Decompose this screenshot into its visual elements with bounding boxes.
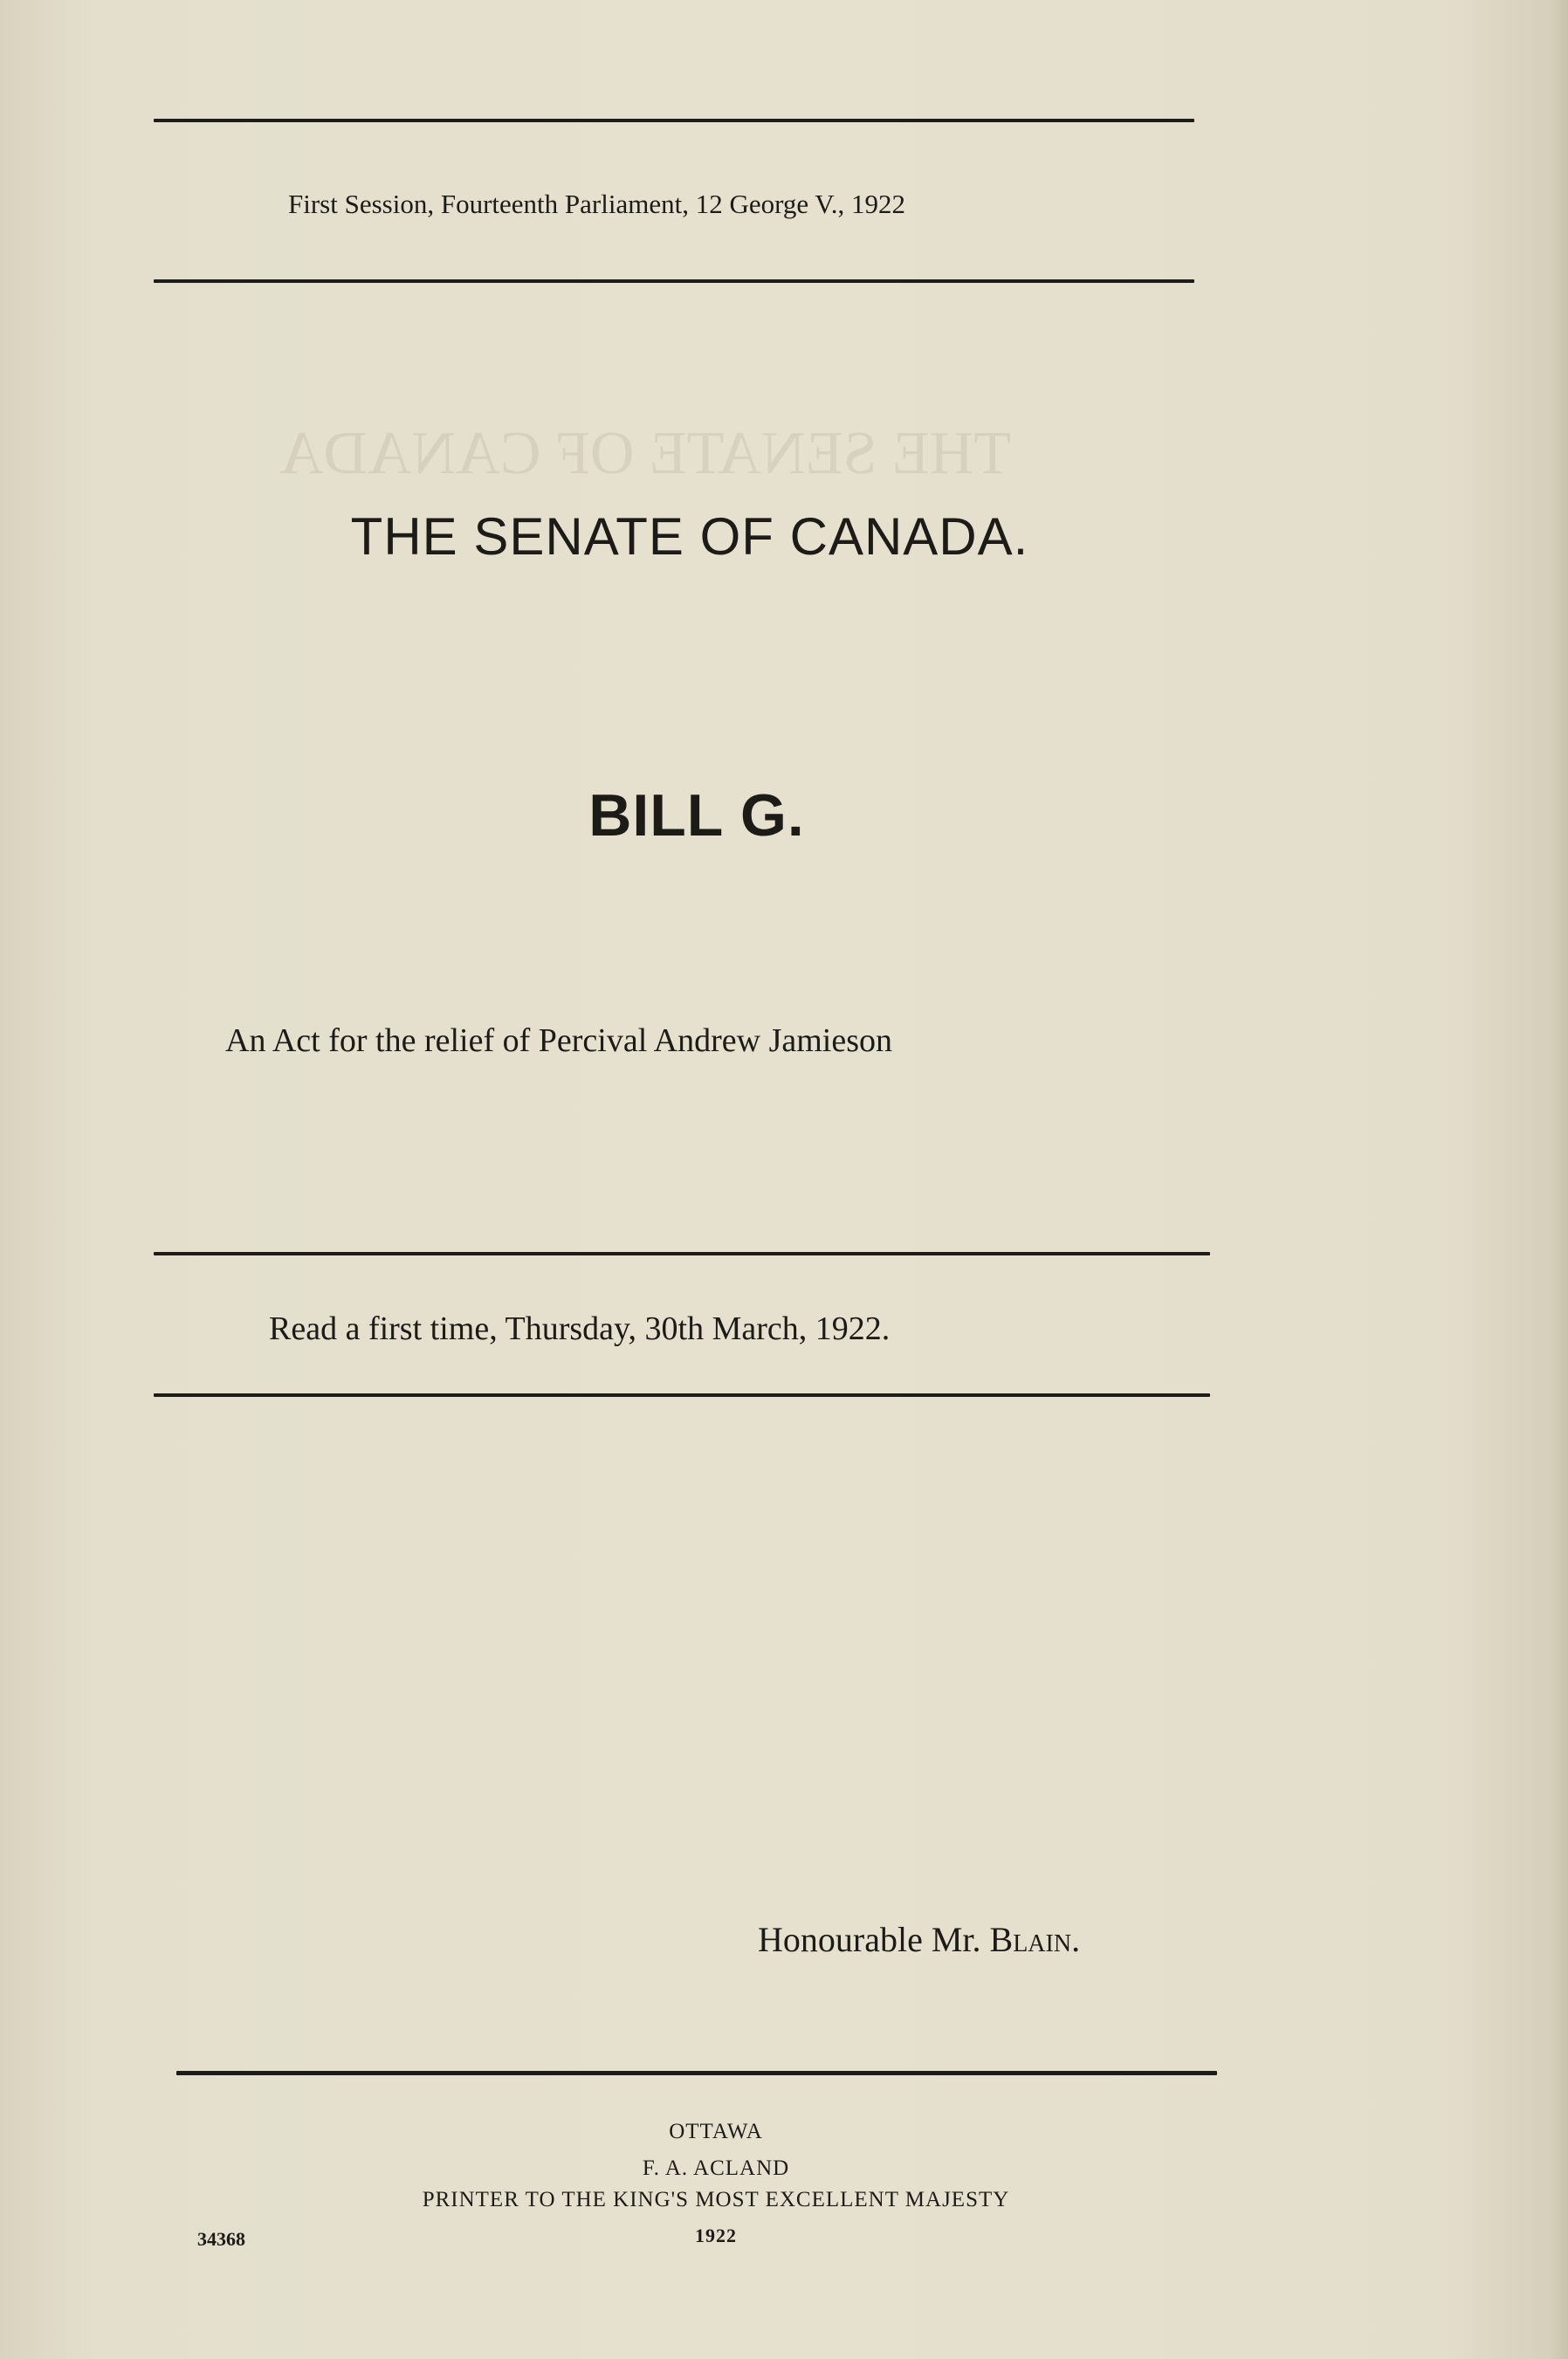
session-line: First Session, Fourteenth Parliament, 12 George V., 1922 (288, 189, 905, 219)
imprint-city: OTTAWA (669, 2120, 763, 2143)
imprint-rule (176, 2071, 1217, 2075)
imprint-printer-title: PRINTER TO THE KING'S MOST EXCELLENT MAJESTY (422, 2188, 1010, 2211)
bleed-through-text: THE SENATE OF CANADA (279, 420, 1012, 487)
sponsor-prefix: Honourable Mr. (758, 1920, 990, 1959)
bleed-through-text (157, 873, 165, 915)
page-edge (1547, 0, 1568, 2359)
act-title: An Act for the relief of Percival Andrew Jamieson (225, 1022, 892, 1059)
reading-line: Read a first time, Thursday, 30th March, 1922. (269, 1310, 891, 1347)
imprint-year: 1922 (695, 2225, 737, 2246)
imprint-printer: F. A. ACLAND (642, 2156, 790, 2180)
reading-rule-top (154, 1252, 1210, 1255)
document-number: 34368 (197, 2228, 245, 2250)
reading-rule-bottom (154, 1393, 1210, 1397)
bill-title: BILL G. (588, 782, 805, 849)
sponsor-line (758, 1919, 1080, 1960)
top-rule-2 (154, 279, 1194, 283)
top-rule-1 (154, 119, 1194, 122)
house-title: THE SENATE OF CANADA. (350, 507, 1029, 566)
sponsor-name: Blain. (989, 1920, 1081, 1959)
